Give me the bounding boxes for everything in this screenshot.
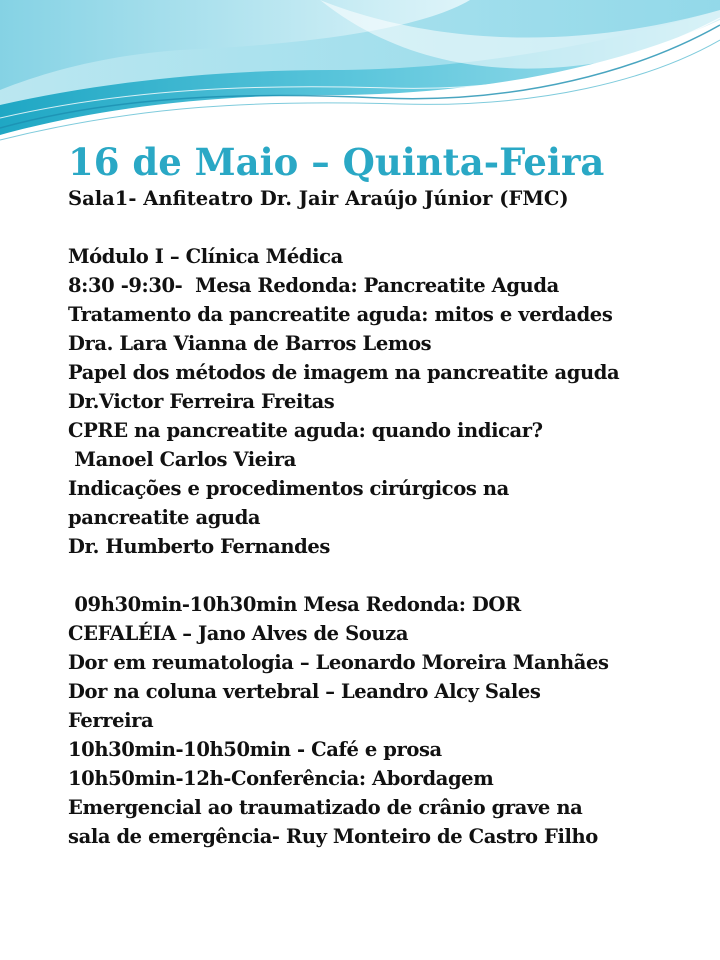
program-line: Indicações e procedimentos cirúrgicos na: [68, 477, 509, 500]
page-title: 16 de Maio – Quinta-Feira: [68, 140, 605, 184]
spacer: [68, 213, 708, 242]
program-line: 8:30 -9:30- Mesa Redonda: Pancreatite Aguda: [68, 274, 559, 297]
program-line: sala de emergência- Ruy Monteiro de Castro Filho: [68, 825, 598, 848]
decorative-wave-header: [0, 0, 720, 160]
program-line: CEFALÉIA – Jano Alves de Souza: [68, 622, 409, 645]
program-line: Módulo I – Clínica Médica: [68, 245, 343, 268]
program-line: Dra. Lara Vianna de Barros Lemos: [68, 332, 432, 355]
program-line: Dor na coluna vertebral – Leandro Alcy Sales: [68, 680, 541, 703]
program-line: 09h30min-10h30min Mesa Redonda: DOR: [68, 593, 521, 616]
program-line: CPRE na pancreatite aguda: quando indicar?: [68, 419, 543, 442]
program-line: Dor em reumatologia – Leonardo Moreira Manhães: [68, 651, 609, 674]
program-line: Emergencial ao traumatizado de crânio grave na: [68, 796, 583, 819]
program-line: Manoel Carlos Vieira: [68, 448, 296, 471]
session-block: [68, 590, 708, 851]
program-line: pancreatite aguda: [68, 506, 261, 529]
program-line: Dr. Humberto Fernandes: [68, 535, 330, 558]
room-subtitle: Sala1- Anfiteatro Dr. Jair Araújo Júnior (FMC): [68, 187, 569, 210]
program-line: 10h30min-10h50min - Café e prosa: [68, 738, 442, 761]
program-line: Tratamento da pancreatite aguda: mitos e verdades: [68, 303, 613, 326]
program-line: 10h50min-12h-Conferência: Abordagem: [68, 767, 494, 790]
program-line: Dr.Victor Ferreira Freitas: [68, 390, 335, 413]
spacer: [68, 561, 708, 590]
program-line: Ferreira: [68, 709, 154, 732]
module-block: [68, 242, 708, 561]
program-content: [68, 140, 708, 851]
program-line: Papel dos métodos de imagem na pancreatite aguda: [68, 361, 620, 384]
